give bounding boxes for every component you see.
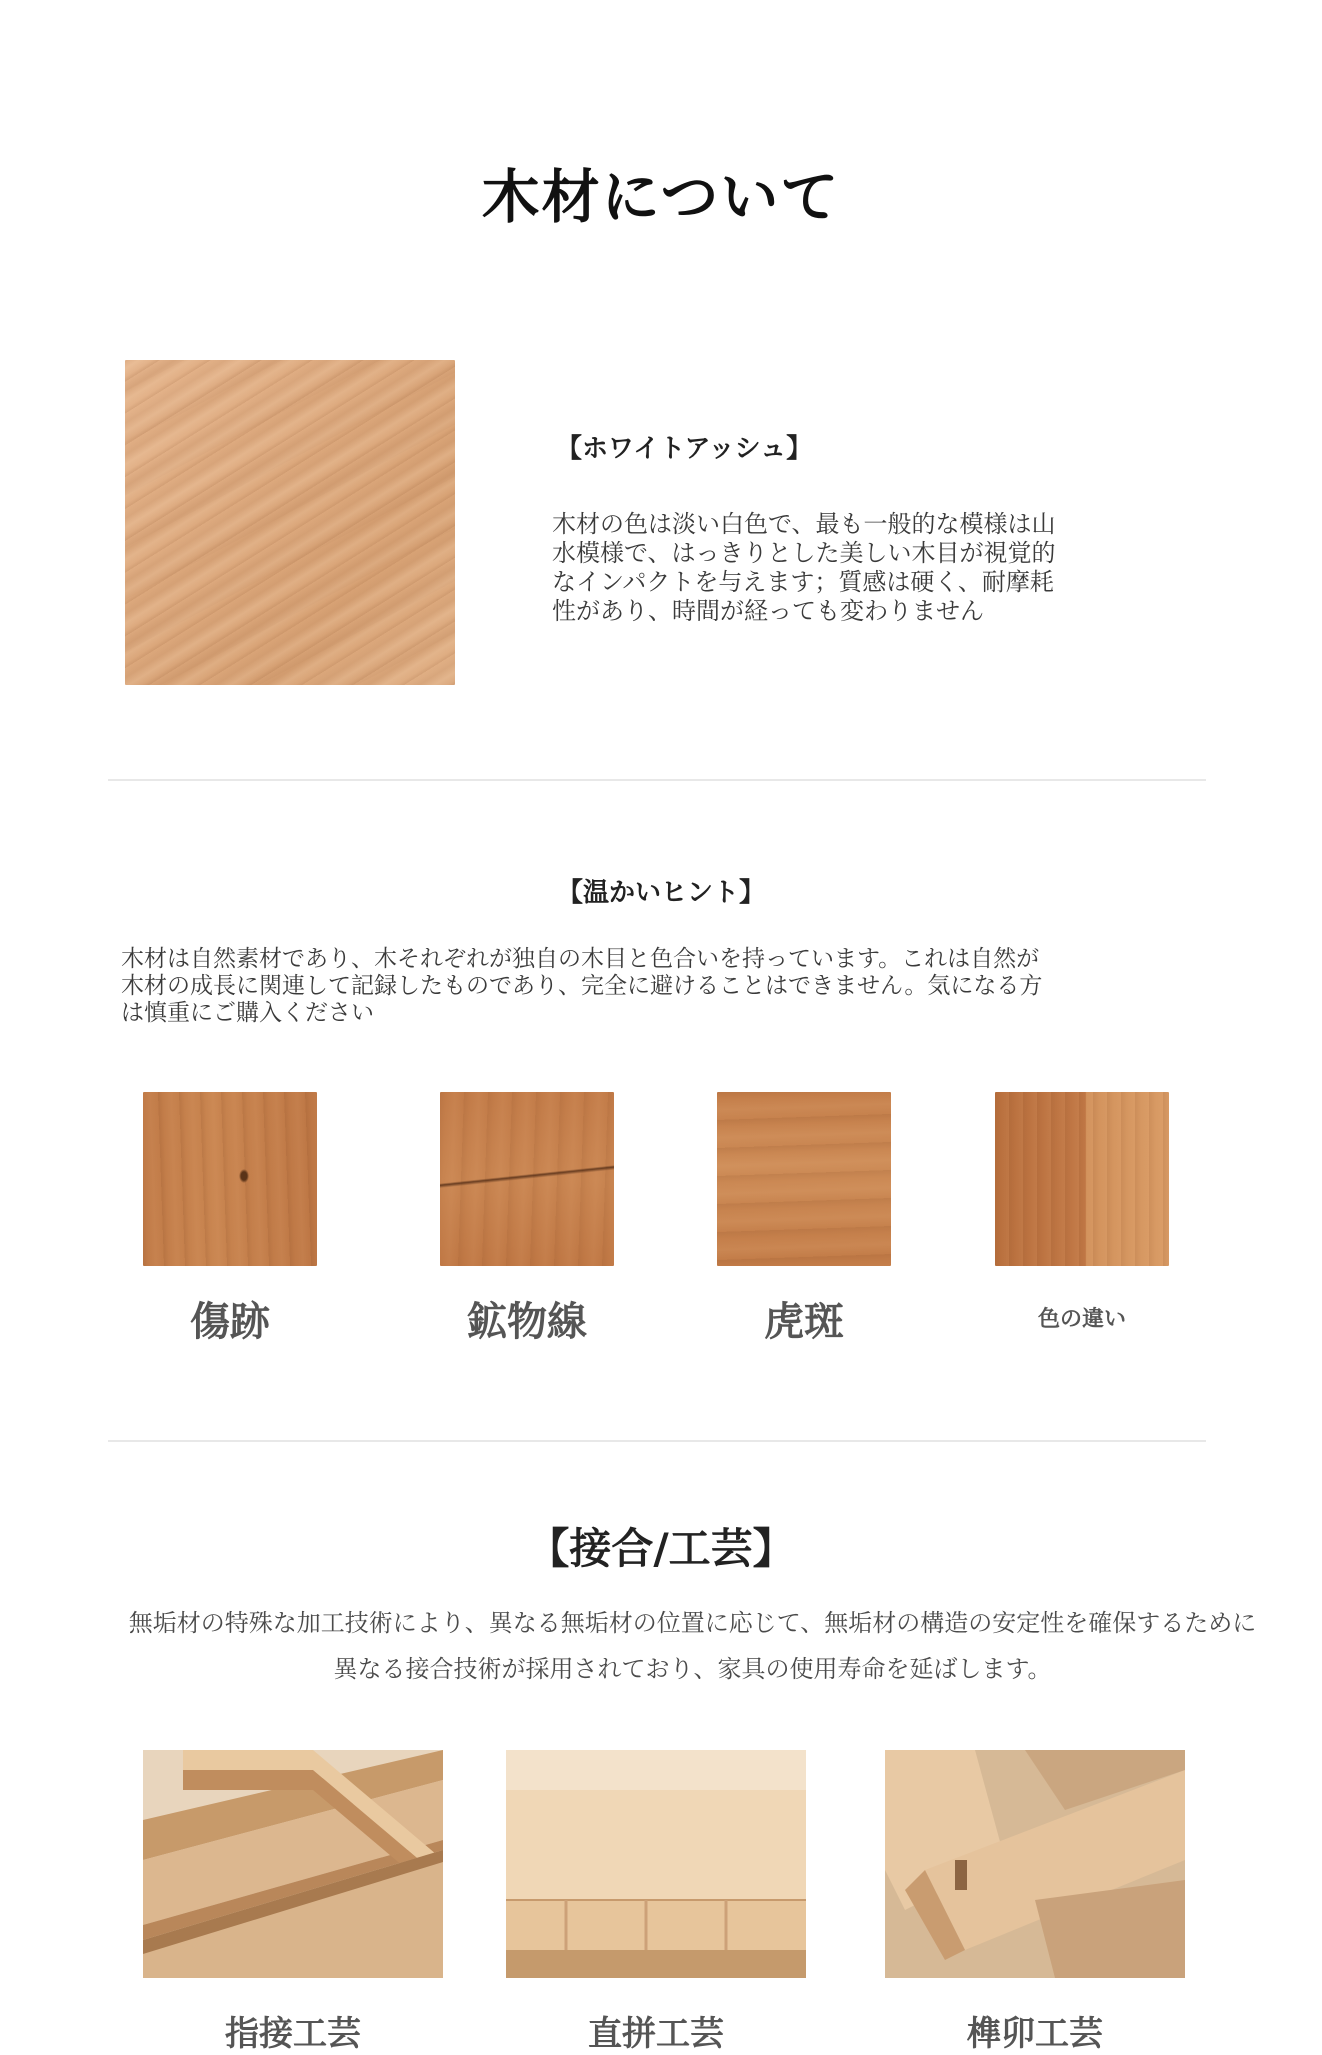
finger-joint-label: 指接工芸: [225, 2014, 361, 2054]
color-difference-sample-image: [995, 1092, 1169, 1266]
description-line: 異なる接合技術が採用されており、家具の使用寿命を延ばします。: [333, 1655, 1052, 1683]
color-difference-label: 色の違い: [1037, 1307, 1126, 1332]
section-divider: [108, 779, 1206, 781]
edge-glued-label: 直拼工芸: [588, 2014, 724, 2054]
white-ash-description: [552, 510, 1122, 626]
tiger-stripe-label: 虎斑: [764, 1299, 844, 1345]
description-line: 木材の成長に関連して記録したものであり、完全に避けることはできません。気になる方: [121, 973, 1043, 999]
description-line: 木材は自然素材であり、木それぞれが独自の木目と色合いを持っています。これは自然が: [121, 946, 1040, 972]
finger-joint-image: [143, 1750, 443, 1978]
section-divider: [108, 1440, 1206, 1442]
scar-sample-image: [143, 1092, 317, 1266]
mortise-tenon-image: [885, 1750, 1185, 1978]
white-ash-wood-image: [125, 360, 455, 685]
hint-description: [121, 946, 1131, 1027]
mortise-tenon-label: 榫卯工芸: [967, 2014, 1103, 2054]
page-title: 木材について: [481, 163, 841, 231]
description-line: は慎重にご購入ください: [121, 1000, 374, 1026]
white-ash-heading: 【ホワイトアッシュ】: [556, 434, 813, 464]
description-line: なインパクトを与えます；質感は硬く、耐摩耗: [552, 568, 1054, 596]
hint-heading: 【温かいヒント】: [556, 878, 765, 908]
description-line: 性があり、時間が経っても変わりません: [552, 597, 984, 625]
joinery-description: [100, 1600, 1285, 1692]
description-line: 水模様で、はっきりとした美しい木目が視覚的: [552, 539, 1056, 567]
description-line: 無垢材の特殊な加工技術により、異なる無垢材の位置に応じて、無垢材の構造の安定性を確保するために: [128, 1609, 1257, 1637]
joinery-heading: 【接合/工芸】: [527, 1524, 795, 1573]
mineral-streak-sample-image: [440, 1092, 614, 1266]
scar-label: 傷跡: [190, 1299, 270, 1345]
tiger-stripe-sample-image: [717, 1092, 891, 1266]
mineral-streak-label: 鉱物線: [467, 1299, 587, 1345]
description-line: 木材の色は淡い白色で、最も一般的な模様は山: [552, 510, 1056, 538]
edge-glued-image: [506, 1750, 806, 1978]
